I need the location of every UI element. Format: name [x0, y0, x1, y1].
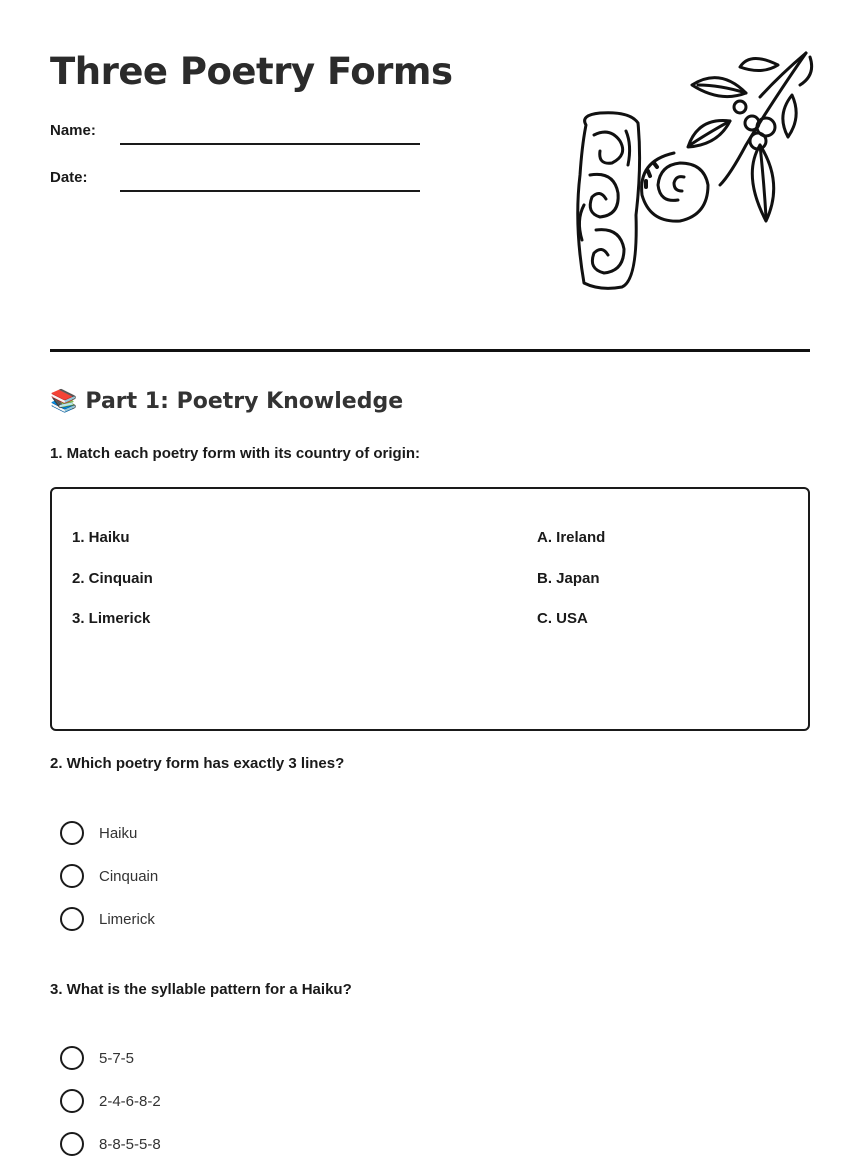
match-left-item[interactable]: 2. Cinquain — [72, 570, 153, 587]
date-label: Date: — [50, 169, 88, 186]
q2-option-label: Cinquain — [99, 867, 159, 885]
q3-option[interactable] — [60, 1046, 134, 1070]
name-label: Name: — [50, 122, 96, 139]
section-divider — [50, 349, 810, 352]
part1-title: Part 1: Poetry Knowledge — [85, 389, 404, 414]
question-2-text: 2. Which poetry form has exactly 3 lines? — [50, 755, 345, 772]
q2-option[interactable] — [60, 864, 158, 888]
q3-option[interactable] — [60, 1132, 161, 1156]
name-field[interactable] — [120, 143, 420, 145]
q2-option[interactable] — [60, 821, 137, 845]
matching-box — [50, 487, 810, 731]
match-right-item[interactable]: C. USA — [537, 610, 588, 627]
q3-option-label: 2-4-6-8-2 — [99, 1092, 161, 1110]
match-left-item[interactable]: 1. Haiku — [72, 529, 130, 546]
worksheet-title: Three Poetry Forms — [50, 50, 453, 93]
radio-button[interactable] — [60, 864, 84, 888]
match-left-item[interactable]: 3. Limerick — [72, 610, 151, 627]
part1-heading — [50, 389, 403, 414]
radio-button[interactable] — [60, 1046, 84, 1070]
q2-option-label: Limerick — [99, 910, 155, 928]
match-right-item[interactable]: B. Japan — [537, 570, 600, 587]
q2-option-label: Haiku — [99, 824, 138, 842]
q3-option[interactable] — [60, 1089, 161, 1113]
radio-button[interactable] — [60, 1089, 84, 1113]
question-1-text: 1. Match each poetry form with its country of origin: — [50, 445, 421, 462]
question-3-text: 3. What is the syllable pattern for a Haiku? — [50, 981, 352, 998]
match-right-item[interactable]: A. Ireland — [537, 529, 606, 546]
date-field[interactable] — [120, 190, 420, 192]
q2-option[interactable] — [60, 907, 155, 931]
koru-leaf-icon — [570, 45, 815, 295]
radio-button[interactable] — [60, 907, 84, 931]
q3-option-label: 5-7-5 — [99, 1049, 135, 1067]
books-icon: 📚 — [50, 389, 78, 414]
radio-button[interactable] — [60, 1132, 84, 1156]
radio-button[interactable] — [60, 821, 84, 845]
q3-option-label: 8-8-5-5-8 — [99, 1135, 161, 1153]
